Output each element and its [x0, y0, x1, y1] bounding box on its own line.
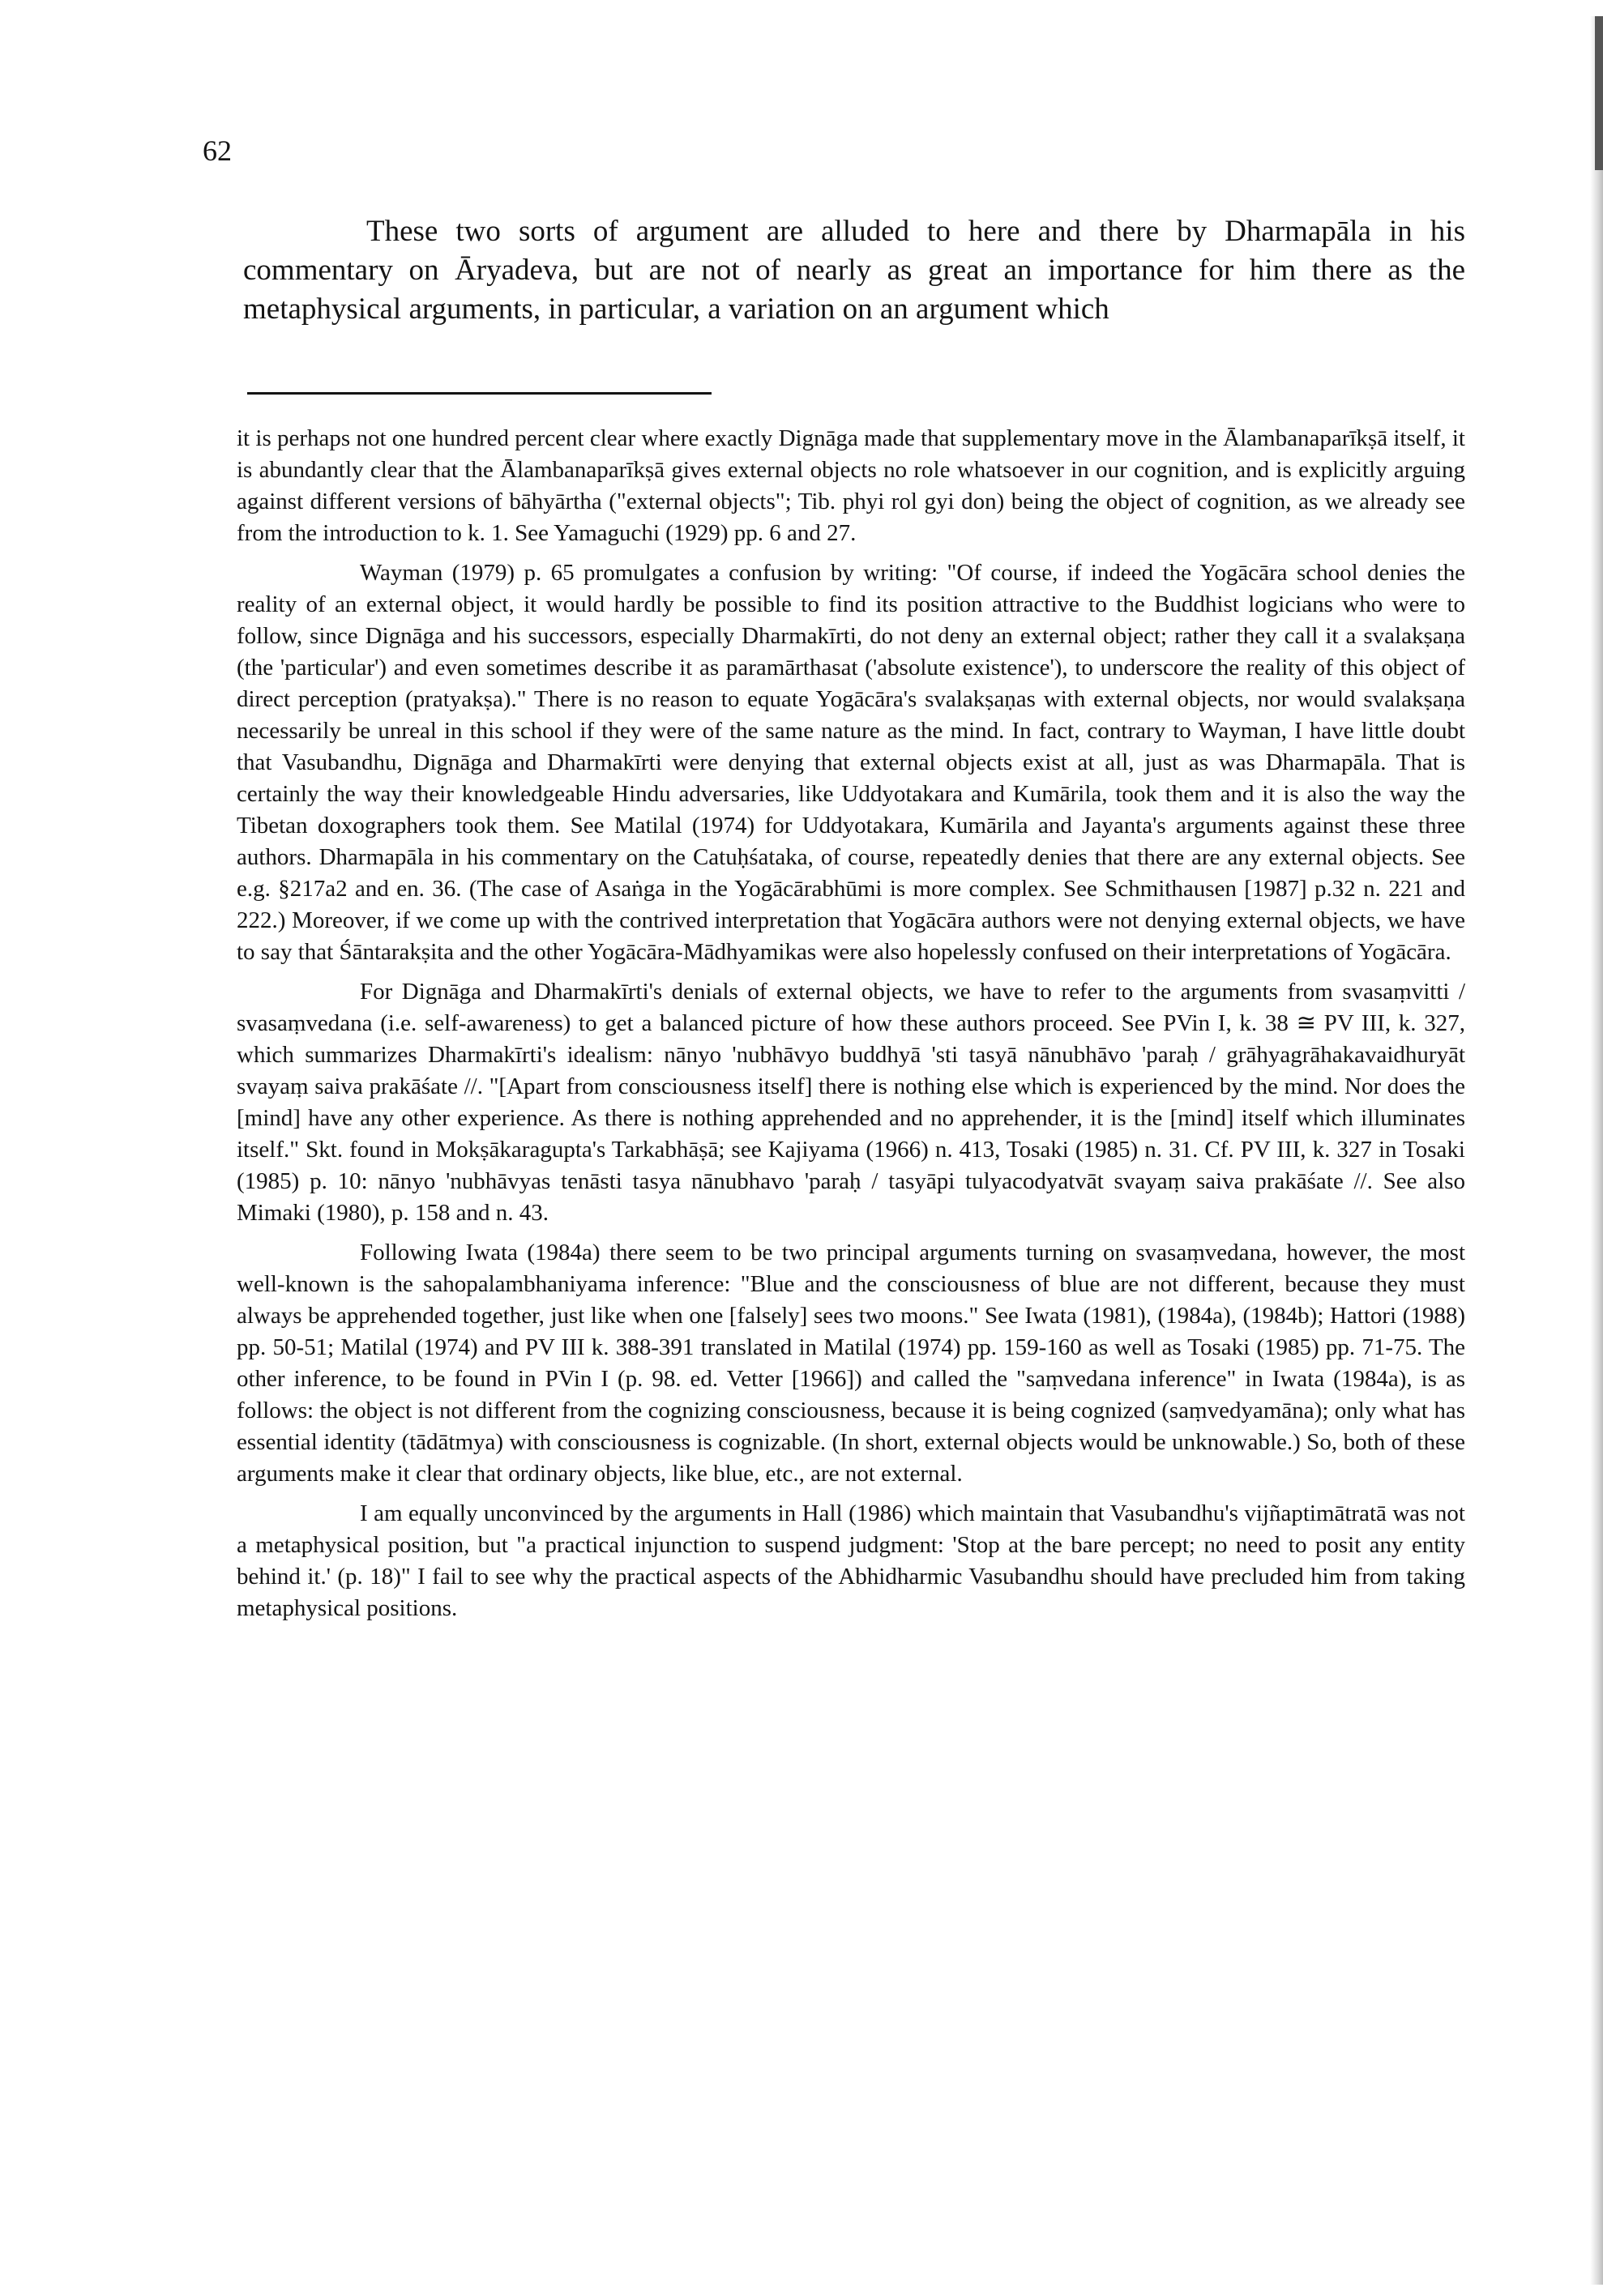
footnote-iwata: Following Iwata (1984a) there seem to be two principal arguments turning on svasaṃvedana, however, the most well-known is the sahopalambhaniyama inference: "Blue and the consciousness of blue are not different, because they must always be apprehended together, just like when one [falsely] sees two moons." See Iwata (1981), (1984a), (1984b); Hattori (1988) pp. 50-51; Matilal (1974) and PV III k. 388-391 translated in Matilal (1974) pp. 159-160 as well as Tosaki (1985) pp. 71-75. The other inference, to be found in PVin I (p. 98. ed. Vetter [1966]) and called the "saṃvedana inference" in Iwata (1984a), is as follows: the object is not different from the cognizing consciousness, because it is being cognized (saṃvedyamāna); only what has essential identity (tādātmya) with consciousness is cognizable. (In short, external objects would be unknowable.) So, both of these arguments make it clear that ordinary objects, like blue, etc., are not external. [237, 1240, 1465, 1487]
footnote-svasamvitti: For Dignāga and Dharmakīrti's denials of external objects, we have to refer to the arguments from svasaṃvitti / svasaṃvedana (i.e. self-awareness) to get a balanced picture of how these authors proceed. See PVin I, k. 38 ≅ PV III, k. 327, which summarizes Dharmakīrti's idealism: nānyo 'nubhāvyo buddhyā 'sti tasyā nānubhāvo 'paraḥ / grāhyagrāhakavaidhuryāt svayaṃ saiva prakāśate //. "[Apart from consciousness itself] there is nothing else which is experienced by the mind. Nor does the [mind] have any other experience. As there is nothing apprehended and no apprehender, it is the [mind] itself which illuminates itself." Skt. found in Mokṣākaragupta's Tarkabhāṣā; see Kajiyama (1966) n. 413, Tosaki (1985) n. 31. Cf. PV III, k. 327 in Tosaki (1985) p. 10: nānyo 'nubhāvyas tenāsti tasya nānubhavo 'paraḥ / tasyāpi tulyacodyatvāt svayaṃ saiva prakāśate //. See also Mimaki (1980), p. 158 and n. 43. [237, 979, 1465, 1226]
footnote-wayman: Wayman (1979) p. 65 promulgates a confusion by writing: "Of course, if indeed the Yogācāra school denies the reality of an external object, it would hardly be possible to find its position attractive to the Buddhist logicians who were to follow, since Dignāga and his successors, especially Dharmakīrti, do not deny an external object; rather they call it a svalakṣaṇa (the 'particular') and even sometimes describe it as paramārthasat ('absolute existence'), to underscore the reality of this object of direct perception (pratyakṣa)." There is no reason to equate Yogācāra's svalakṣaṇas with external objects, nor would svalakṣaṇa necessarily be unreal in this school if they were of the same nature as the mind. In fact, contrary to Wayman, I have little doubt that Vasubandhu, Dignāga and Dharmakīrti were denying that external objects exist at all, just as was Dharmapāla. That is certainly the way their knowledgeable Hindu adversaries, like Uddyotakara and Kumārila, took them and it is also the way the Tibetan doxographers took them. See Matilal (1974) for Uddyotakara, Kumārila and Jayanta's arguments against these three authors. Dharmapāla in his commentary on the Catuḥśataka, of course, repeatedly denies that there are any external objects. See e.g. §217a2 and en. 36. (The case of Asaṅga in the Yogācārabhūmi is more complex. See Schmithausen [1987] p.32 n. 221 and 222.) Moreover, if we come up with the contrived interpretation that Yogācāra authors were not denying external objects, we have to say that Śāntarakṣita and the other Yogācāra-Mādhyamikas were also hopelessly confused on their interpretations of Yogācāra. [237, 560, 1465, 965]
scan-edge-mark [1595, 16, 1603, 170]
footnote-hall: I am equally unconvinced by the arguments in Hall (1986) which maintain that Vasubandhu's vijñaptimātratā was not a metaphysical position, but "a practical injunction to suspend judgment: 'Stop at the bare percept; no need to posit any entity behind it.' (p. 18)" I fail to see why the practical aspects of the Abhidharmic Vasubandhu should have precluded him from taking metaphysical positions. [237, 1500, 1465, 1621]
footnote-separator [247, 392, 712, 395]
footnotes [237, 423, 1465, 1632]
footnote-continuation: it is perhaps not one hundred percent clear where exactly Dignāga made that supplementary move in the Ālambanaparīkṣā itself, it is abundantly clear that the Ālambanaparīkṣā gives external objects no role whatsoever in our cognition, and is explicitly arguing against different versions of bāhyārtha ("external objects"; Tib. phyi rol gyi don) being the object of cognition, as we already see from the introduction to k. 1. See Yamaguchi (1929) pp. 6 and 27. [237, 425, 1465, 546]
scan-edge-shadow [1590, 16, 1603, 2285]
main-paragraph: These two sorts of argument are alluded to here and there by Dharmapāla in his commentary on Āryadeva, but are not of nearly as great an importance for him there as the metaphysical arguments, in particular, a variation on an argument which [243, 215, 1465, 326]
page-number: 62 [203, 134, 232, 167]
